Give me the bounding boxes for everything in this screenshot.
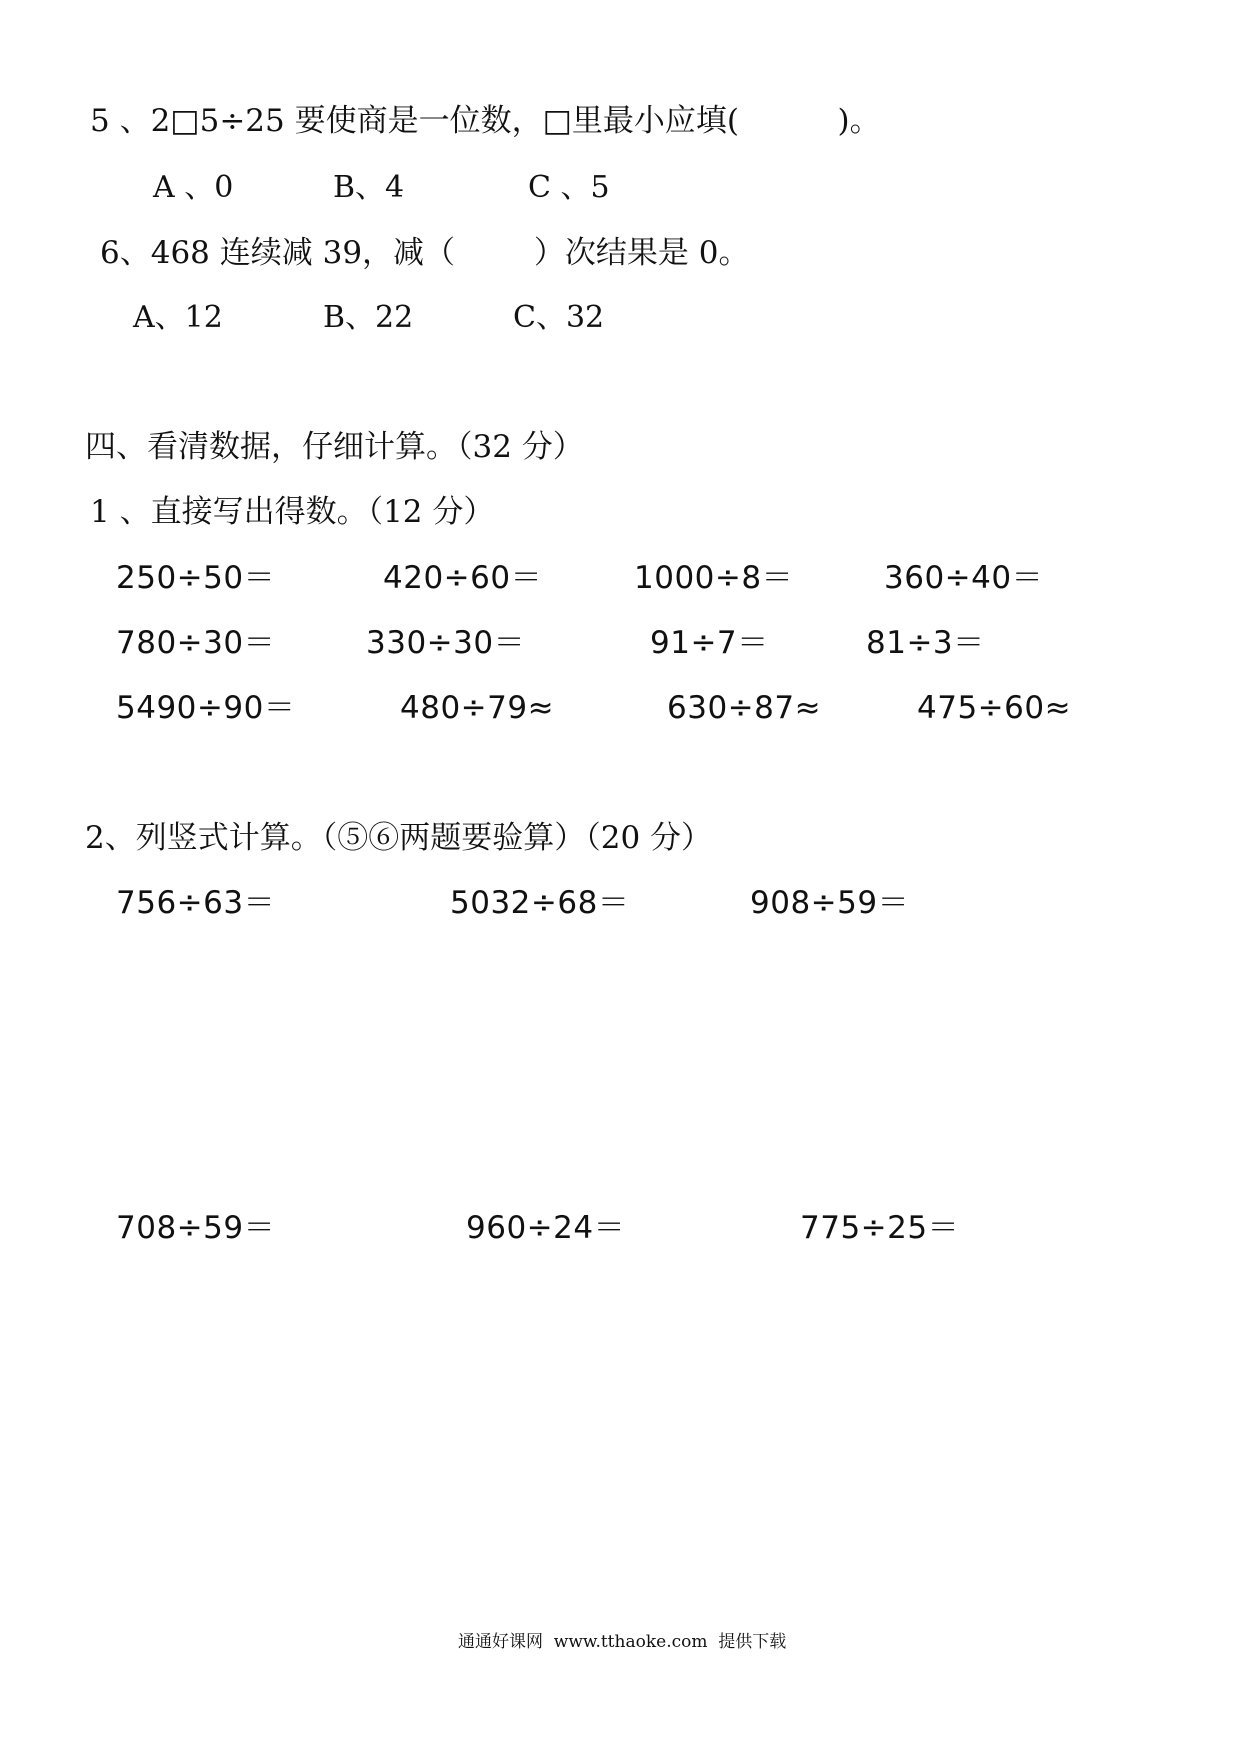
question-5-option-a: A 、0	[153, 170, 234, 205]
vertical-calc-item: 775÷25＝	[800, 1210, 960, 1246]
question-5-option-c: C 、5	[528, 170, 610, 205]
question-6-option-a: A、12	[133, 300, 223, 335]
mental-math-item: 480÷79≈	[400, 690, 555, 726]
footer-source: 通通好课网 www.tthaoke.com 提供下载	[458, 1632, 787, 1652]
vertical-calc-item: 908÷59＝	[750, 885, 910, 921]
section-4-title: 四、看清数据，仔细计算。（32 分）	[85, 429, 584, 465]
mental-math-item: 250÷50＝	[116, 560, 276, 596]
mental-math-item: 91÷7＝	[650, 625, 769, 661]
mental-math-item: 1000÷8＝	[634, 560, 794, 596]
vertical-calc-item: 708÷59＝	[116, 1210, 276, 1246]
mental-math-item: 5490÷90＝	[116, 690, 296, 726]
mental-math-item: 630÷87≈	[667, 690, 822, 726]
question-6-stem: 6、468 连续减 39，减（ ）次结果是 0。	[100, 235, 750, 271]
mental-math-item: 330÷30＝	[366, 625, 526, 661]
part-1-title: 1 、直接写出得数。（12 分）	[90, 494, 495, 530]
mental-math-item: 81÷3＝	[866, 625, 985, 661]
question-6-option-b: B、22	[323, 300, 414, 335]
mental-math-item: 420÷60＝	[383, 560, 543, 596]
question-5-stem: 5 、2□5÷25 要使商是一位数，□里最小应填( )。	[90, 103, 881, 139]
vertical-calc-item: 5032÷68＝	[450, 885, 630, 921]
vertical-calc-item: 960÷24＝	[466, 1210, 626, 1246]
part-2-title: 2、列竖式计算。（⑤⑥两题要验算）（20 分）	[85, 820, 713, 856]
question-6-option-c: C、32	[513, 300, 605, 335]
mental-math-item: 475÷60≈	[917, 690, 1072, 726]
mental-math-item: 780÷30＝	[116, 625, 276, 661]
vertical-calc-item: 756÷63＝	[116, 885, 276, 921]
question-5-option-b: B、4	[333, 170, 405, 205]
mental-math-item: 360÷40＝	[884, 560, 1044, 596]
